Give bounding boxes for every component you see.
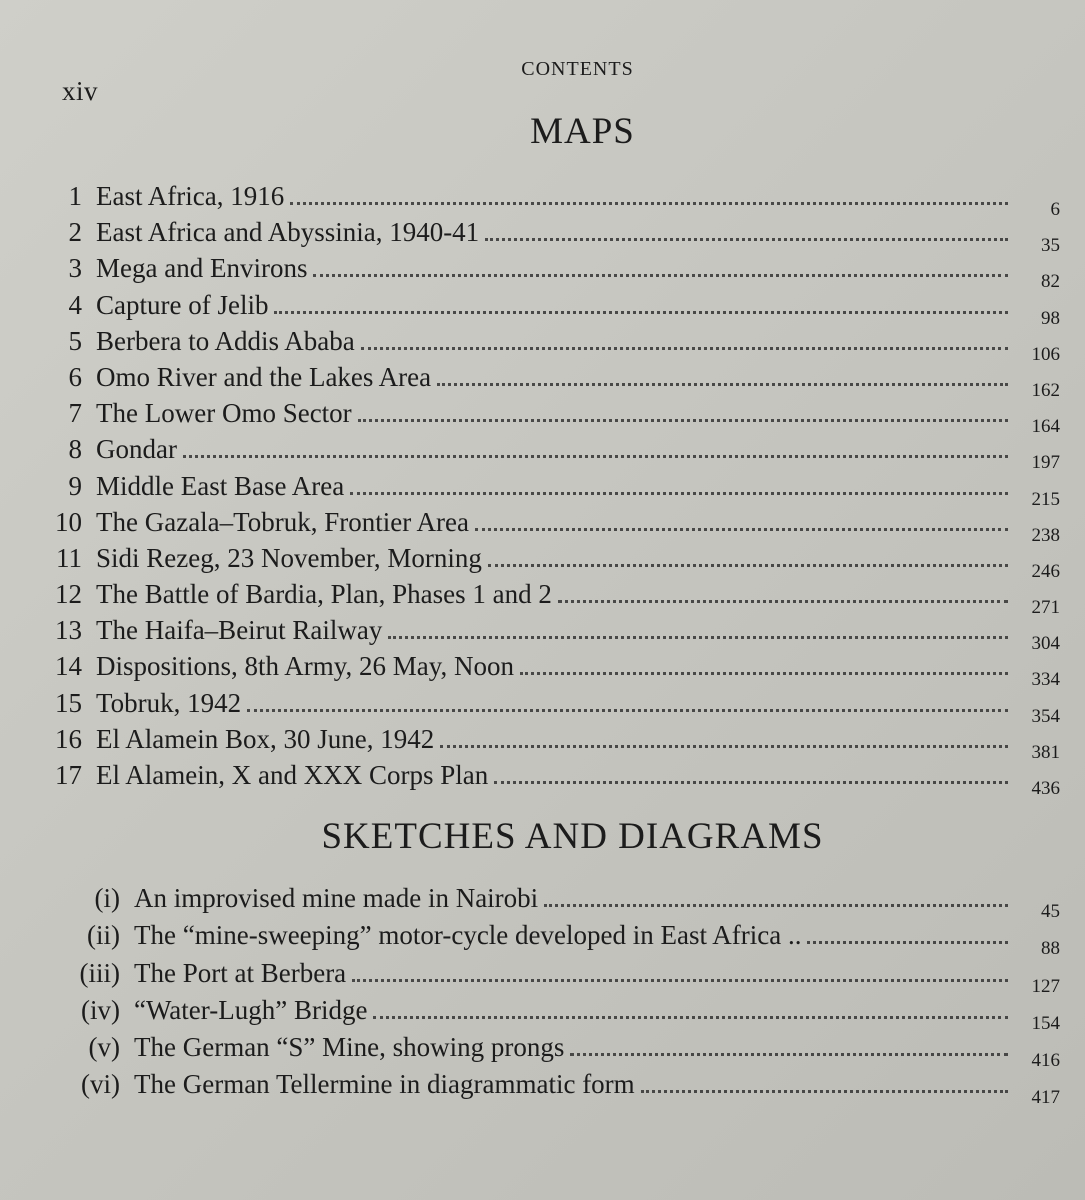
entry-page-number: 88 (1041, 938, 1060, 960)
dot-leader (361, 347, 1008, 350)
entry-page-number: 82 (1041, 271, 1060, 293)
entry-page-number: 106 (1031, 343, 1060, 365)
dot-leader (485, 238, 1008, 241)
entry-number: 15 (55, 687, 82, 718)
entry-number: (iii) (79, 957, 120, 988)
entry-number: (v) (88, 1032, 120, 1063)
entry-page-number: 215 (1031, 488, 1060, 510)
entry-number: 3 (68, 253, 82, 284)
entry-title: Capture of Jelib (96, 289, 269, 320)
dot-leader (274, 311, 1008, 314)
entry-number: 11 (56, 542, 82, 573)
sketches-list (40, 880, 1060, 1109)
map-entry (40, 504, 1060, 546)
sketch-entry (40, 917, 1060, 960)
entry-number: (ii) (87, 920, 120, 951)
dot-leader (520, 672, 1008, 675)
entry-page-number: 381 (1031, 741, 1060, 763)
entry-page-number: 162 (1031, 379, 1060, 401)
dot-leader (544, 904, 1008, 907)
maps-heading: MAPS (530, 111, 635, 152)
map-entry (40, 685, 1060, 727)
entry-title: Middle East Base Area (96, 470, 345, 501)
entry-title: El Alamein Box, 30 June, 1942 (96, 723, 435, 754)
entry-number: (iv) (81, 994, 120, 1025)
entry-page-number: 354 (1031, 705, 1060, 727)
entry-page-number: 436 (1031, 778, 1060, 799)
entry-page-number: 45 (1041, 901, 1060, 922)
dot-leader (183, 455, 1008, 458)
map-entry (40, 576, 1060, 619)
sketch-entry (40, 1029, 1060, 1072)
dot-leader (641, 1090, 1008, 1093)
dot-leader (247, 709, 1008, 712)
entry-number: 1 (68, 181, 82, 211)
entry-number: 2 (68, 217, 82, 248)
entry-page-number: 164 (1031, 416, 1060, 438)
entry-number: (vi) (81, 1069, 120, 1100)
entry-page-number: 238 (1031, 524, 1060, 546)
dot-leader (388, 636, 1008, 639)
map-entry (40, 287, 1060, 329)
entry-number: 5 (68, 325, 82, 356)
entry-title: El Alamein, X and XXX Corps Plan (96, 760, 489, 790)
entry-title: The Port at Berbera (134, 957, 347, 988)
entry-page-number: 154 (1031, 1012, 1060, 1034)
dot-leader (488, 564, 1008, 567)
dot-leader (313, 274, 1008, 277)
entry-number: 10 (55, 506, 82, 537)
sketch-entry (40, 955, 1060, 997)
dot-leader (352, 979, 1008, 982)
entry-number: 9 (68, 470, 82, 501)
entry-title: “Water-Lugh” Bridge (134, 994, 368, 1025)
entry-title: Omo River and the Lakes Area (96, 361, 432, 392)
entry-title: The “mine-sweeping” motor-cycle developed in East Africa .. (134, 920, 802, 951)
entry-title: East Africa, 1916 (96, 181, 285, 211)
entry-page-number: 417 (1031, 1087, 1060, 1109)
entry-title: Berbera to Addis Ababa (96, 325, 355, 356)
entry-number: 8 (68, 434, 82, 465)
entry-page-number: 334 (1031, 669, 1060, 691)
map-entry (40, 540, 1060, 582)
dot-leader (558, 600, 1008, 603)
dot-leader (475, 528, 1008, 531)
sketch-entry (40, 992, 1060, 1034)
entry-title: An improvised mine made in Nairobi (134, 883, 539, 913)
sketch-entry (40, 1066, 1060, 1109)
dot-leader (373, 1016, 1008, 1019)
running-head: CONTENTS (521, 58, 634, 80)
dot-leader (570, 1053, 1008, 1056)
entry-page-number: 98 (1041, 307, 1060, 329)
entry-title: Mega and Environs (96, 253, 308, 284)
entry-number: 7 (68, 398, 82, 429)
entry-page-number: 304 (1031, 633, 1060, 655)
map-entry (40, 648, 1060, 691)
sketches-heading: SKETCHES AND DIAGRAMS (321, 816, 824, 857)
entry-number: 4 (68, 289, 82, 320)
dot-leader (350, 492, 1008, 495)
entry-page-number: 127 (1031, 975, 1060, 997)
entry-number: 13 (55, 615, 82, 646)
sketch-entry (40, 880, 1060, 922)
entry-title: Gondar (96, 434, 177, 465)
entry-number: 14 (55, 651, 82, 682)
map-entry (40, 395, 1060, 438)
page-number: xiv (62, 76, 99, 106)
entry-page-number: 246 (1031, 560, 1060, 582)
entry-title: Sidi Rezeg, 23 November, Morning (96, 542, 482, 573)
entry-title: Tobruk, 1942 (96, 687, 242, 718)
entry-title: The Lower Omo Sector (96, 398, 352, 429)
map-entry (40, 359, 1060, 401)
entry-number: (i) (94, 883, 120, 913)
entry-title: East Africa and Abyssinia, 1940-41 (96, 217, 480, 248)
dot-leader (494, 781, 1008, 784)
map-entry (40, 323, 1060, 365)
entry-page-number: 197 (1031, 452, 1060, 474)
entry-title: Dispositions, 8th Army, 26 May, Noon (96, 651, 515, 682)
entry-title: The Gazala–Tobruk, Frontier Area (96, 506, 469, 537)
dot-leader (807, 941, 1008, 944)
map-entry (40, 178, 1060, 220)
entry-title: The German “S” Mine, showing prongs (134, 1032, 565, 1063)
map-entry (40, 757, 1060, 799)
entry-page-number: 6 (1050, 199, 1060, 220)
entry-number: 12 (55, 579, 82, 610)
map-entry (40, 721, 1060, 763)
map-entry (40, 431, 1060, 474)
entry-title: The Haifa–Beirut Railway (96, 615, 383, 646)
entry-page-number: 271 (1031, 597, 1060, 619)
maps-list (40, 178, 1060, 799)
map-entry (40, 250, 1060, 293)
entry-number: 16 (55, 723, 82, 754)
entry-title: The Battle of Bardia, Plan, Phases 1 and 2 (96, 579, 552, 610)
entry-page-number: 35 (1041, 235, 1060, 257)
entry-number: 17 (55, 760, 82, 790)
entry-title: The German Tellermine in diagrammatic form (134, 1069, 635, 1100)
dot-leader (290, 202, 1008, 205)
map-entry (40, 468, 1060, 510)
dot-leader (440, 745, 1008, 748)
map-entry (40, 214, 1060, 257)
dot-leader (358, 419, 1008, 422)
dot-leader (437, 383, 1008, 386)
entry-number: 6 (68, 361, 82, 392)
map-entry (40, 612, 1060, 655)
entry-page-number: 416 (1031, 1050, 1060, 1072)
